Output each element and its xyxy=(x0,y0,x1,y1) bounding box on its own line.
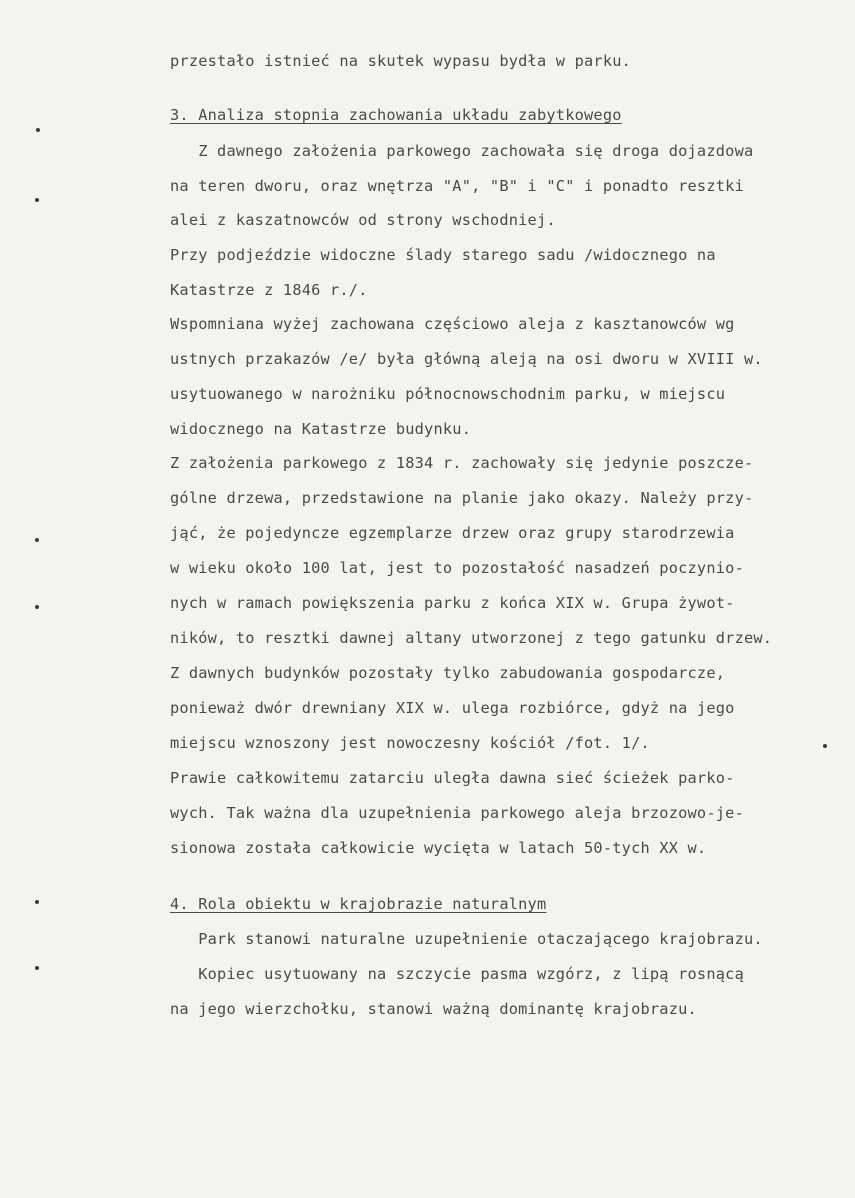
text-line: wych. Tak ważna dla uzupełnienia parkowego aleja brzozowo-je- xyxy=(170,804,744,822)
text-line: na jego wierzchołku, stanowi ważną dominantę krajobrazu. xyxy=(170,1000,697,1018)
text-line: Prawie całkowitemu zatarciu uległa dawna sieć ścieżek parko- xyxy=(170,769,735,787)
margin-dot xyxy=(36,128,40,132)
text-line: ników, to resztki dawnej altany utworzonej z tego gatunku drzew. xyxy=(170,629,773,647)
margin-dot xyxy=(35,900,39,904)
margin-dot xyxy=(35,198,39,202)
text-line: usytuowanego w narożniku północnowschodnim parku, w miejscu xyxy=(170,385,726,403)
text-line: Z założenia parkowego z 1834 r. zachowały się jedynie poszcze- xyxy=(170,454,754,472)
text-line: Park stanowi naturalne uzupełnienie otaczającego krajobrazu. xyxy=(170,930,763,948)
text-line: Kopiec usytuowany na szczycie pasma wzgórz, z lipą rosnącą xyxy=(170,965,744,983)
text-line: Z dawnego założenia parkowego zachowała się droga dojazdowa xyxy=(170,142,754,160)
text-line: Wspomniana wyżej zachowana częściowo aleja z kasztanowców wg xyxy=(170,315,735,333)
text-line: Przy podjeździe widoczne ślady starego sadu /widocznego na xyxy=(170,246,716,264)
text-line: Katastrze z 1846 r./. xyxy=(170,281,368,299)
margin-dot xyxy=(35,966,39,970)
text-line: alei z kaszatnowców od strony wschodniej. xyxy=(170,211,556,229)
text-line: ponieważ dwór drewniany XIX w. ulega rozbiórce, gdyż na jego xyxy=(170,699,735,717)
text-line: nych w ramach powiększenia parku z końca XIX w. Grupa żywot- xyxy=(170,594,735,612)
text-line: miejscu wznoszony jest nowoczesny kościół /fot. 1/. xyxy=(170,734,650,752)
text-line: na teren dworu, oraz wnętrza "A", "B" i "C" i ponadto resztki xyxy=(170,177,744,195)
text-line: gólne drzewa, przedstawione na planie jako okazy. Należy przy- xyxy=(170,489,754,507)
text-line: widocznego na Katastrze budynku. xyxy=(170,420,472,438)
text-line: przestało istnieć na skutek wypasu bydła w parku. xyxy=(170,52,632,70)
margin-dot xyxy=(35,538,39,542)
text-line: jąć, że pojedyncze egzemplarze drzew oraz grupy starodrzewia xyxy=(170,524,735,542)
section-heading: 3. Analiza stopnia zachowania układu zabytkowego xyxy=(170,106,622,124)
text-line: Z dawnych budynków pozostały tylko zabudowania gospodarcze, xyxy=(170,664,726,682)
section-heading: 4. Rola obiektu w krajobrazie naturalnym xyxy=(170,895,547,913)
margin-dot xyxy=(35,605,39,609)
text-line: sionowa została całkowicie wycięta w latach 50-tych XX w. xyxy=(170,839,707,857)
text-line: w wieku około 100 lat, jest to pozostałość nasadzeń poczynio- xyxy=(170,559,744,577)
margin-dot xyxy=(823,744,827,748)
text-line: ustnych przakazów /e/ była główną aleją na osi dworu w XVIII w. xyxy=(170,350,763,368)
